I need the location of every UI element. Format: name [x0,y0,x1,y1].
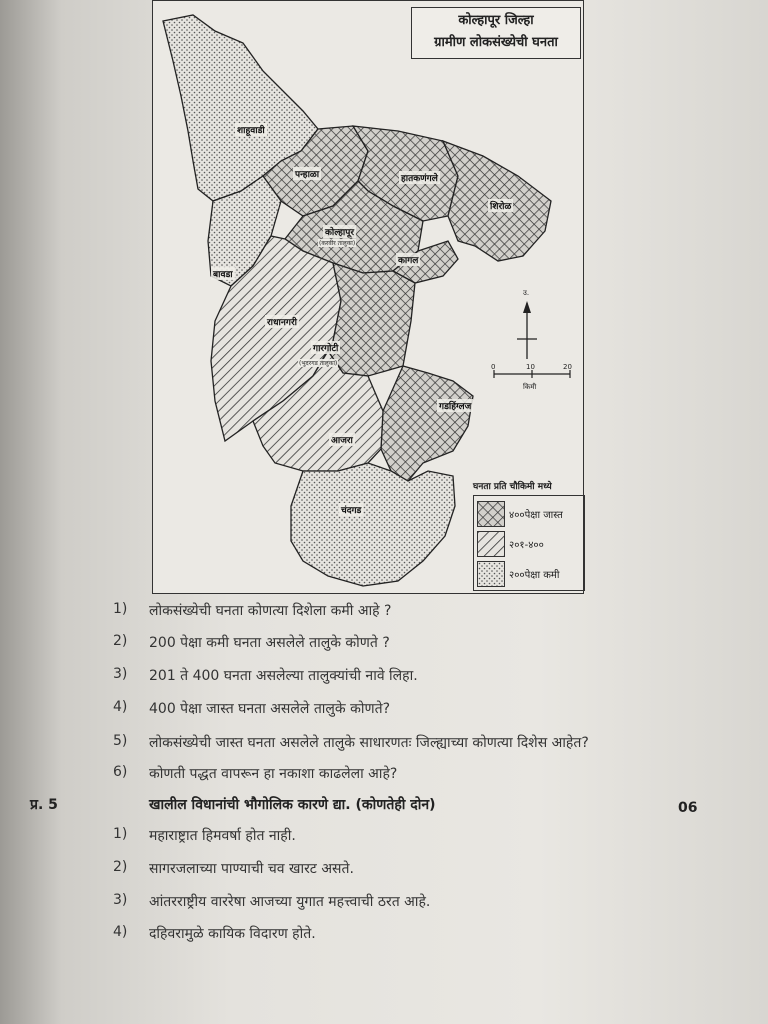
section-5-heading: खालील विधानांची भौगोलिक कारणे द्या. (कोणतेही दोन) [149,797,436,813]
legend-heading: घनता प्रति चौकिमी मध्ये [473,482,552,492]
exam-page: कोल्हापूर जिल्हा ग्रामीण लोकसंख्येची घनता उ. 0 10 20 किमी शाहूवाडी पन्हाळा हातकणंगले शिरोळ कोल्हापूर (करवीर तालुका) कागल बावडा राधानगरी गारगोटी (भुदरगड तालुका) गडहिंग्लज आजरा चंदगड घनता प्रति चौकिमी मध्ये ४००पेक्षा जास्त २०१-४०० २००पेक्षा कमी 1) लोकसंख्येची घनता कोणत्या दिशेला कमी आहे ? 2) 200 पेक्षा कमी घनता असलेले तालुके कोणते ? 3) 201 ते 400 घनता असलेल्या तालुक्यांची नावे लिहा. 4) 400 पेक्षा जास्त घनता असलेले तालुके कोणते? 5) लोकसंख्येची जास्त घनता असलेले तालुके साधारणतः जिल्ह्याच्या कोणत्या दिशेस आहेत? 6) कोणती पद्धत वापरून हा नकाशा काढलेला आहे? प्र. 5 खालील विधानांची भौगोलिक कारणे द्या. (कोणतेही दोन) 06 1) महाराष्ट्रात हिमवर्षा होत नाही. 2) सागरजलाच्या पाण्याची चव खारट असते. 3) आंतरराष्ट्रीय वाररेषा आजच्या युगात महत्त्वाची ठरत आहे. 4) दहिवरामुळे कायिक विदारण होते. [0,0,768,1024]
label-chandgad: चंदगड [339,503,363,516]
section-5-label: प्र. 5 [30,797,58,813]
label-kolhapur: कोल्हापूर [323,225,356,238]
label-shahuwadi: शाहूवाडी [235,123,267,136]
label-panhala: पन्हाळा [293,167,321,180]
label-shirol: शिरोळ [488,199,513,212]
legend-item-low [477,559,581,589]
region-chandgad [291,463,455,586]
label-gargoti: गारगोटी [311,341,340,354]
legend-item-high [477,499,581,529]
map-title-line2: ग्रामीण लोकसंख्येची घनता [434,35,558,50]
legend-swatch-diagonal [477,531,505,557]
scale-unit: किमी [523,383,537,391]
scale-tick-20: 20 [563,363,572,371]
density-map-frame [152,0,584,594]
map-title-box [411,7,581,59]
sublabel-kolhapur: (करवीर तालुका) [319,240,356,247]
legend-swatch-dots [477,561,505,587]
legend-label-medium: २०१-४०० [509,540,544,551]
north-arrow [517,301,537,359]
map-title-line1: कोल्हापूर जिल्हा [458,13,534,28]
label-bavda: बावडा [211,267,235,280]
label-kagal: कागल [396,253,420,266]
scale-bar [494,370,570,378]
label-gadhinglaj: गडहिंग्लज [437,399,473,412]
legend-label-low: २००पेक्षा कमी [509,570,560,581]
sublabel-gargoti: (भुदरगड तालुका) [299,360,338,367]
legend-item-medium [477,529,581,559]
legend-label-high: ४००पेक्षा जास्त [509,510,563,521]
legend-swatch-crosshatch [477,501,505,527]
scale-tick-10: 10 [526,363,535,371]
label-hatkanangale: हातकणंगले [399,171,440,184]
map-legend [473,479,585,593]
label-radhanagari: राधानगरी [265,315,299,328]
label-ajra: आजरा [329,433,355,446]
scale-tick-0: 0 [491,363,496,371]
region-gadhinglaj [381,366,473,481]
section-5-marks: 06 [678,800,698,816]
region-gargoti [328,263,415,376]
north-label: उ. [523,289,530,297]
